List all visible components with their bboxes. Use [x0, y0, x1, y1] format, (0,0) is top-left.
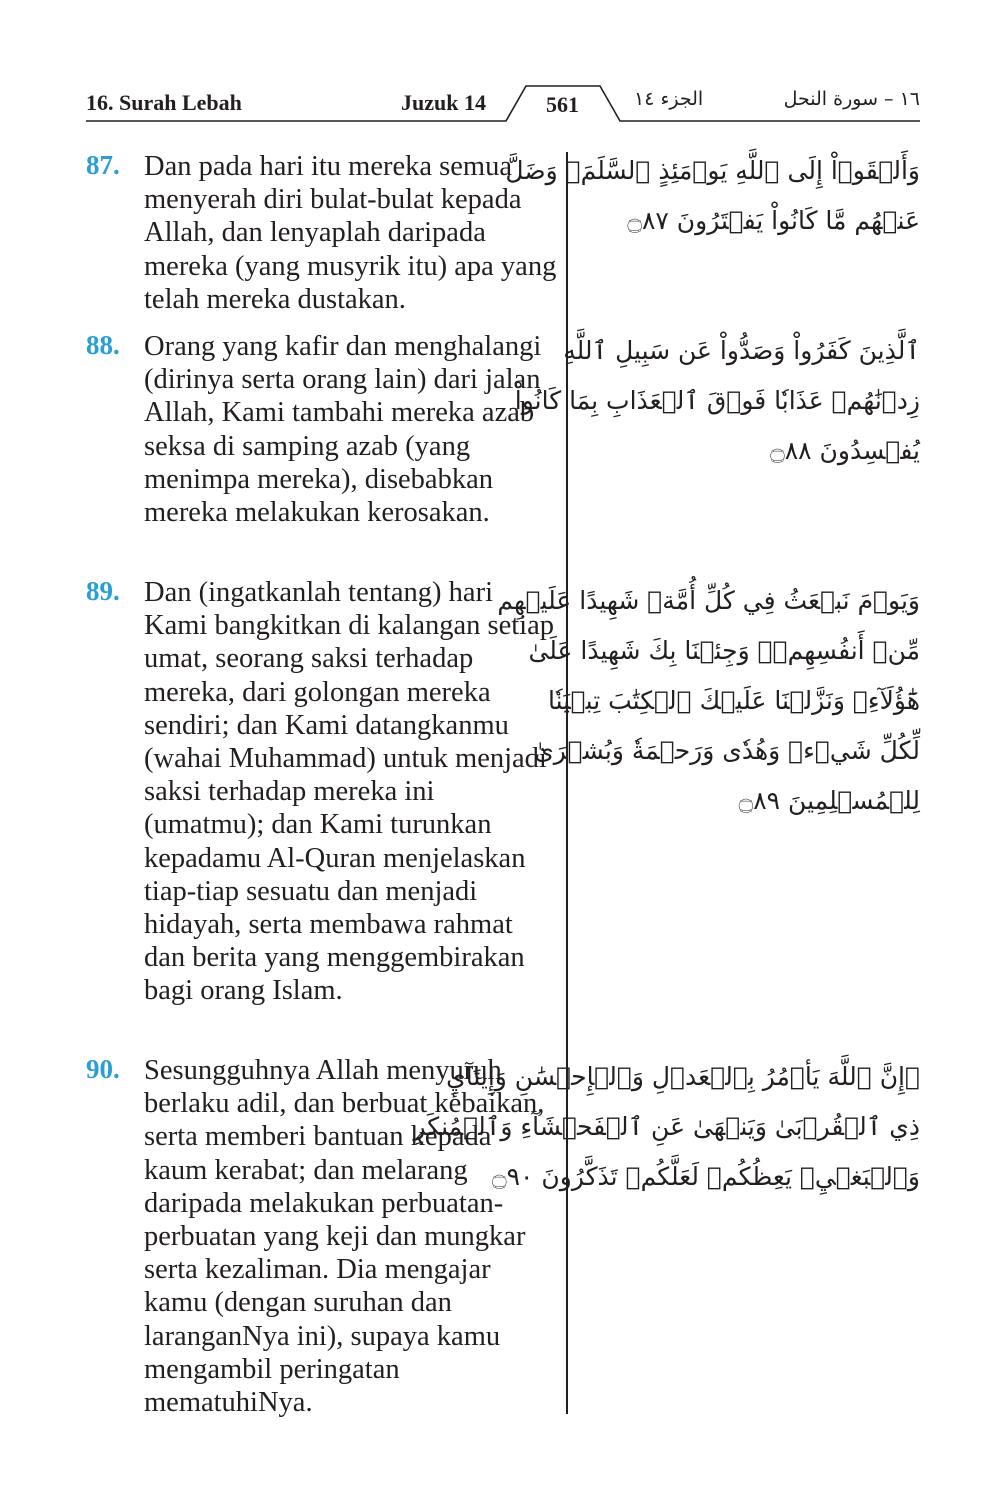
arabic-line: ٱلَّذِينَ كَفَرُواْ وَصَدُّواْ عَن سَبِيلِ ٱللَّهِ	[563, 336, 920, 365]
arabic-line: ذِي ٱلۡقُرۡبَىٰ وَيَنۡهَىٰ عَنِ ٱلۡفَحۡشَآءِ وَٱلۡمُنكَرِ	[413, 1112, 920, 1141]
surah-title: 16. Surah Lebah	[86, 90, 242, 115]
verse-88-translation	[86, 330, 558, 529]
arabic-line: يُفۡسِدُونَ ۝٨٨	[770, 436, 920, 465]
arabic-line: ۞إِنَّ ٱللَّهَ يَأۡمُرُ بِٱلۡعَدۡلِ وَٱلۡإِحۡسَٰنِ وَإِيتَآيِٕ	[446, 1062, 920, 1091]
verse-text: Dan pada hari itu mereka semua menyerah diri bulat-bulat kepada Allah, dan lenyaplah daripada mereka (yang musyrik itu) apa yang telah mereka dustakan.	[144, 151, 557, 315]
verse-text: Orang yang kafir dan menghalangi (dirinya serta orang lain) dari jalan Allah, Kami tambahi mereka azab seksa di samping azab (yang menimpa mereka), disebabkan mereka melakukan kerosakan.	[144, 331, 542, 529]
arabic-line: وَيَوۡمَ نَبۡعَثُ فِي كُلِّ أُمَّةٖ شَهِيدًا عَلَيۡهِم	[497, 586, 920, 615]
verse-text: Dan (ingatkanlah tentang) hari Kami bangkitkan di kalangan setiap umat, seorang saksi terhadap mereka, dari golongan mereka sendiri; dan Kami datangkanmu (wahai Muhammad) untuk menjadi saksi terhadap mereka ini (umatmu); dan Kami turunkan kepadamu Al-Quran menjelaskan tiap-tiap sesuatu dan menjadi hidayah, serta membawa rahmat dan berita yang menggembirakan bagi orang Islam.	[144, 577, 554, 1007]
verse-90-arabic	[413, 1052, 920, 1202]
verse-number: 89.	[86, 576, 120, 606]
verse-number: 90.	[86, 1054, 120, 1084]
verse-number: 87.	[86, 150, 120, 180]
arabic-line: عَنۡهُم مَّا كَانُواْ يَفۡتَرُونَ ۝٨٧	[627, 206, 920, 235]
verse-87-arabic	[505, 146, 920, 246]
verse-87-translation	[86, 150, 558, 316]
verse-89-translation	[86, 576, 558, 1008]
verse-88-arabic	[514, 326, 920, 476]
page-header	[86, 80, 920, 122]
arabic-line: وَأَلۡقَوۡاْ إِلَى ٱللَّهِ يَوۡمَئِذٍ ٱلسَّلَمَۖ وَضَلَّ	[505, 156, 920, 185]
arabic-line: مِّنۡ أَنفُسِهِمۡۖ وَجِئۡنَا بِكَ شَهِيدًا عَلَىٰ	[528, 636, 920, 665]
arabic-surah-title: ١٦ – سورة النحل	[783, 88, 920, 110]
arabic-line: لِلۡمُسۡلِمِينَ ۝٨٩	[738, 786, 920, 815]
arabic-line: هَٰٓؤُلَآءِۚ وَنَزَّلۡنَا عَلَيۡكَ ٱلۡكِتَٰبَ تِبۡيَٰنٗا	[547, 686, 920, 715]
verse-text: Sesungguhnya Allah menyuruh berlaku adil, dan berbuat kebaikan, serta memberi bantuan kepada kaum kerabat; dan melarang daripada melakukan perbuatan-perbuatan yang keji dan mungkar serta kezaliman. Dia mengajar kamu (dengan suruhan dan laranganNya ini), supaya kamu mengambil peringatan mematuhiNya.	[144, 1055, 545, 1419]
arabic-juz-label: الجزء ١٤	[634, 88, 704, 110]
page-number: 561	[546, 92, 579, 117]
juz-label: Juzuk 14	[401, 90, 486, 115]
verse-89-arabic	[497, 576, 920, 826]
arabic-line: زِدۡنَٰهُمۡ عَذَابٗا فَوۡقَ ٱلۡعَذَابِ بِمَا كَانُواْ	[514, 386, 920, 415]
arabic-line: لِّكُلِّ شَيۡءٖ وَهُدٗى وَرَحۡمَةٗ وَبُشۡرَىٰ	[534, 736, 920, 765]
verse-number: 88.	[86, 330, 120, 360]
arabic-line: وَٱلۡبَغۡيِۚ يَعِظُكُمۡ لَعَلَّكُمۡ تَذَكَّرُونَ ۝٩٠	[491, 1162, 920, 1191]
